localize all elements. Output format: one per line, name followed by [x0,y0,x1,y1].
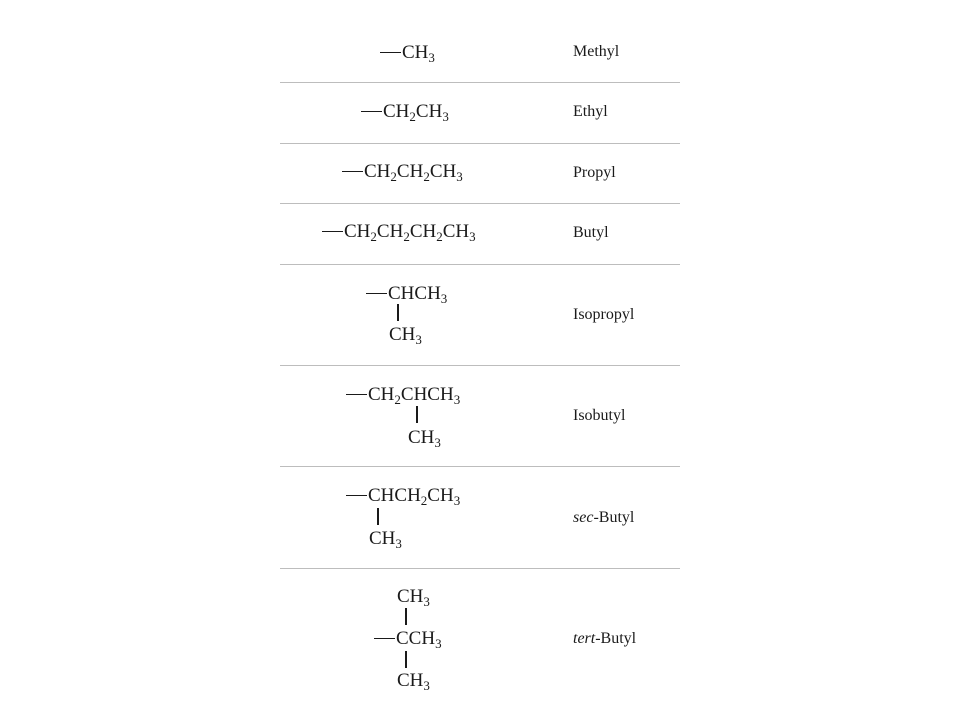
methyl-formula: $CH_3$ [380,43,435,64]
propyl-formula: $CH_2CH_2CH_3$ [342,162,463,183]
vertical-bond [377,508,379,525]
top-branch-formula: $CH_3$ [397,586,430,609]
tert-butyl-formula: $CCH_3$ [374,629,442,650]
table-row-sec-butyl [280,466,680,568]
isobutyl-formula: $CH_2CHCH_3$ [346,385,460,406]
bond-line [374,638,395,640]
group-name: Propyl [573,164,616,181]
bond-line [322,231,343,233]
bond-line [342,171,363,173]
butyl-formula: $CH_2CH_2CH_2CH_3$ [322,222,476,243]
group-name: tert-Butyl [573,630,637,647]
branch-formula: $CH_3$ [408,427,441,450]
bond-line [361,111,382,113]
bond-line [346,394,367,396]
group-name: Isobutyl [573,407,626,424]
table-row-isopropyl [280,264,680,365]
group-name: Methyl [573,43,620,60]
group-name: Isopropyl [573,306,635,323]
vertical-bond [405,651,407,668]
table-row-methyl [280,22,680,82]
branch-formula: $CH_3$ [369,528,402,551]
table-row-butyl [280,203,680,264]
table-row-ethyl [280,82,680,143]
table-row-tert-butyl [280,568,680,698]
branch-formula: $CH_3$ [389,324,422,347]
table-row-isobutyl [280,365,680,466]
group-name: Ethyl [573,103,608,120]
ethyl-formula: $CH_2CH_3$ [361,102,449,123]
sec-butyl-formula: $CHCH_2CH_3$ [346,486,460,507]
isopropyl-formula: $CHCH_3$ [366,284,447,305]
bond-line [366,293,387,295]
group-name: Butyl [573,224,609,241]
vertical-bond [405,608,407,625]
bond-line [346,495,367,497]
group-name: sec-Butyl [573,509,635,526]
vertical-bond [397,304,399,321]
vertical-bond [416,406,418,423]
bond-line [380,52,401,54]
bottom-branch-formula: $CH_3$ [397,670,430,693]
table-row-propyl [280,143,680,203]
